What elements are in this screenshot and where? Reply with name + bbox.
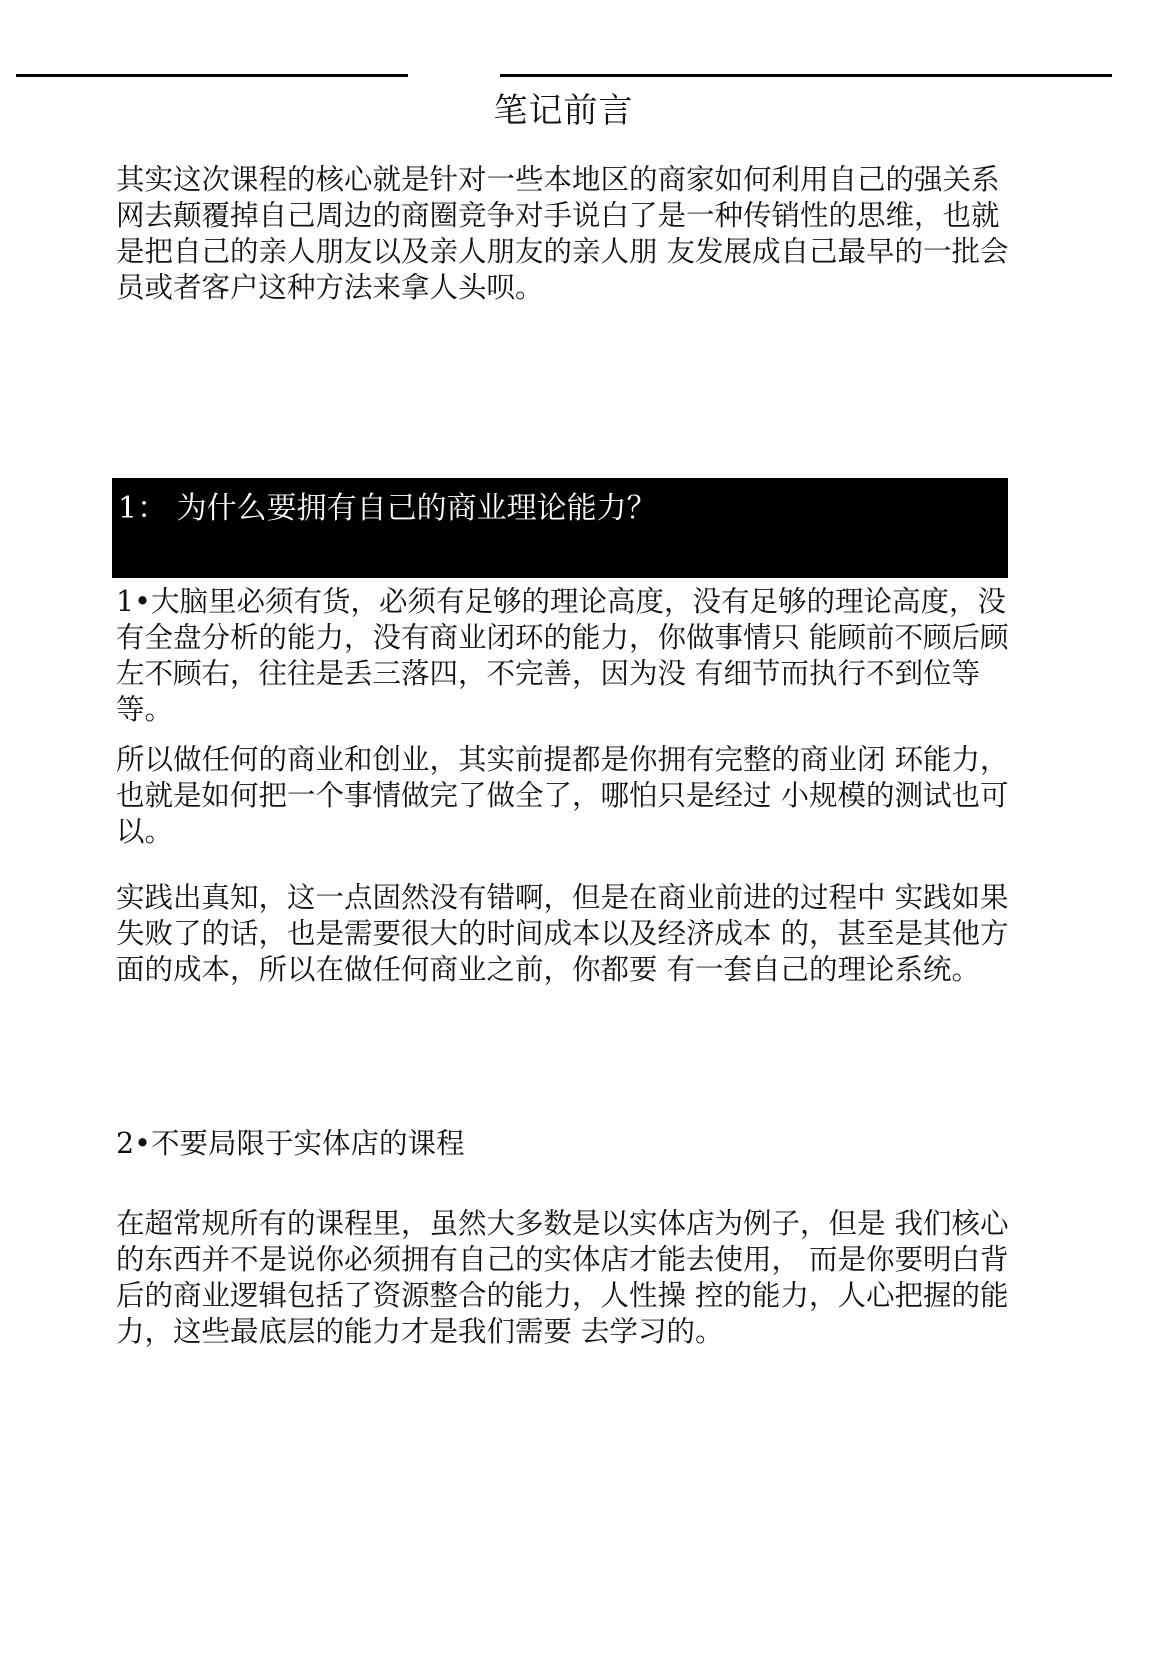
header-rule-left — [16, 74, 408, 77]
page-title: 笔记前言 — [493, 91, 634, 131]
intro-paragraph: 其实这次课程的核心就是针对一些本地区的商家如何利用自己的强关系网去颠覆掉自己周边的商圈竞争对手说白了是一种传销性的思维，也就是把自己的亲人朋友以及亲人朋友的亲人朋 友发展成自己最早的一批会员或者客户这种方法来拿人头呗。 — [116, 163, 1009, 304]
closed-loop-paragraph: 所以做任何的商业和创业，其实前提都是你拥有完整的商业闭 环能力，也就是如何把一个事情做完了做全了，哪怕只是经过 小规模的测试也可以。 — [116, 743, 1009, 848]
practice-paragraph: 实践出真知，这一点固然没有错啊，但是在商业前进的过程中 实践如果失败了的话，也是需要很大的时间成本以及经济成本 的，甚至是其他方面的成本，所以在做任何商业之前，你都要 有一套自己的理论系统。 — [116, 881, 1009, 986]
section-heading-bar — [112, 478, 1008, 578]
point-2-paragraph: 在超常规所有的课程里，虽然大多数是以实体店为例子，但是 我们核心的东西并不是说你必须拥有自己的实体店才能去使用， 而是你要明白背后的商业逻辑包括了资源整合的能力，人性操 控的能力，人心把握的能力，这些最底层的能力才是我们需要 去学习的。 — [116, 1207, 1009, 1348]
header-rule-right — [500, 74, 1112, 77]
section-title: 1： 为什么要拥有自己的商业理论能力？ — [118, 491, 657, 526]
point-2-heading: 2•不要局限于实体店的课程 — [116, 1127, 465, 1160]
point-1-paragraph: 1•大脑里必须有货，必须有足够的理论高度，没有足够的理论高度，没有全盘分析的能力，没有商业闭环的能力，你做事情只 能顾前不顾后顾左不顾右，往往是丢三落四，不完善，因为没 有细节而执行不到位等等。 — [116, 585, 1009, 726]
